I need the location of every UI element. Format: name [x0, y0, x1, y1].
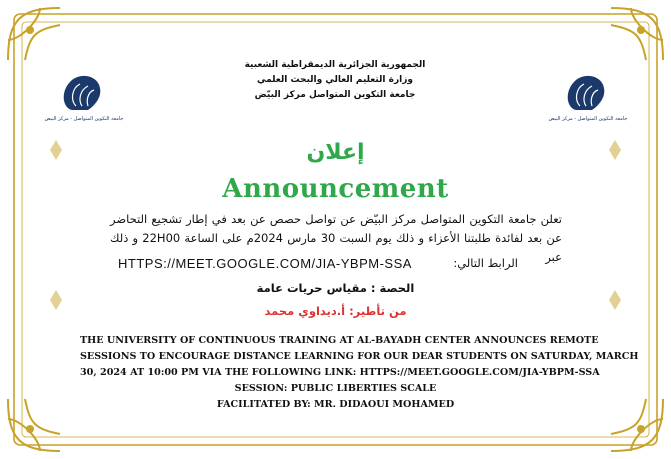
logo-caption-ar: جامعة التكوين المتواصل - مركز البيض [44, 116, 124, 122]
header-ministry: وزارة التعليم العالي والبحث العلمي [256, 75, 414, 85]
university-logo-left [44, 70, 124, 140]
meeting-link[interactable]: HTTPS://MEET.GOOGLE.COM/JIA-YBPM-SSA [118, 256, 412, 271]
english-facilitator: FACILITATED BY: MR. DIDAOUI MOHAMED [216, 399, 455, 410]
header-university: جامعة التكوين المتواصل مركز البيّض [254, 90, 416, 100]
english-line-2: SESSIONS TO ENCOURAGE DISTANCE LEARNING FOR OUR DEAR STUDENTS ON SATURDAY, MARCH [80, 351, 639, 362]
logo-caption-ar: جامعة التكوين المتواصل - مركز البيض [548, 116, 628, 122]
english-line-1: THE UNIVERSITY OF CONTINUOUS TRAINING AT AL-BAYADH CENTER ANNOUNCES REMOTE [80, 335, 599, 346]
official-header [180, 58, 490, 103]
title-arabic: إعلان [306, 140, 365, 165]
university-logo-icon [44, 70, 124, 116]
english-body [80, 333, 639, 413]
arabic-link-intro: الرابط التالي: [453, 256, 518, 270]
university-logo-icon [548, 70, 628, 116]
english-line-3: 30, 2024 AT 10:00 PM VIA THE FOLLOWING LINK: HTTPS://MEET.GOOGLE.COM/JIA-YBPM-SSA [80, 367, 600, 378]
university-logo-right [548, 70, 628, 140]
facilitator-arabic: من تأطير: أ.ديداوي محمد [264, 304, 407, 318]
session-arabic: الحصة : مقياس حريات عامة [256, 281, 415, 295]
header-republic: الجمهورية الجزائرية الديمقراطية الشعبية [244, 60, 426, 70]
english-session: SESSION: PUBLIC LIBERTIES SCALE [234, 383, 437, 394]
arabic-body: تعلن جامعة التكوين المتواصل مركز البيّض عن تواصل حصص عن بعد في إطار تشجيع التحاضر عن بعد لفائدة طلبتنا الأعزاء و ذلك يوم السبت 30 مارس 2024م على الساعة 22H00 و ذلك عبر [110, 212, 562, 264]
title-english: Announcement [222, 174, 449, 204]
